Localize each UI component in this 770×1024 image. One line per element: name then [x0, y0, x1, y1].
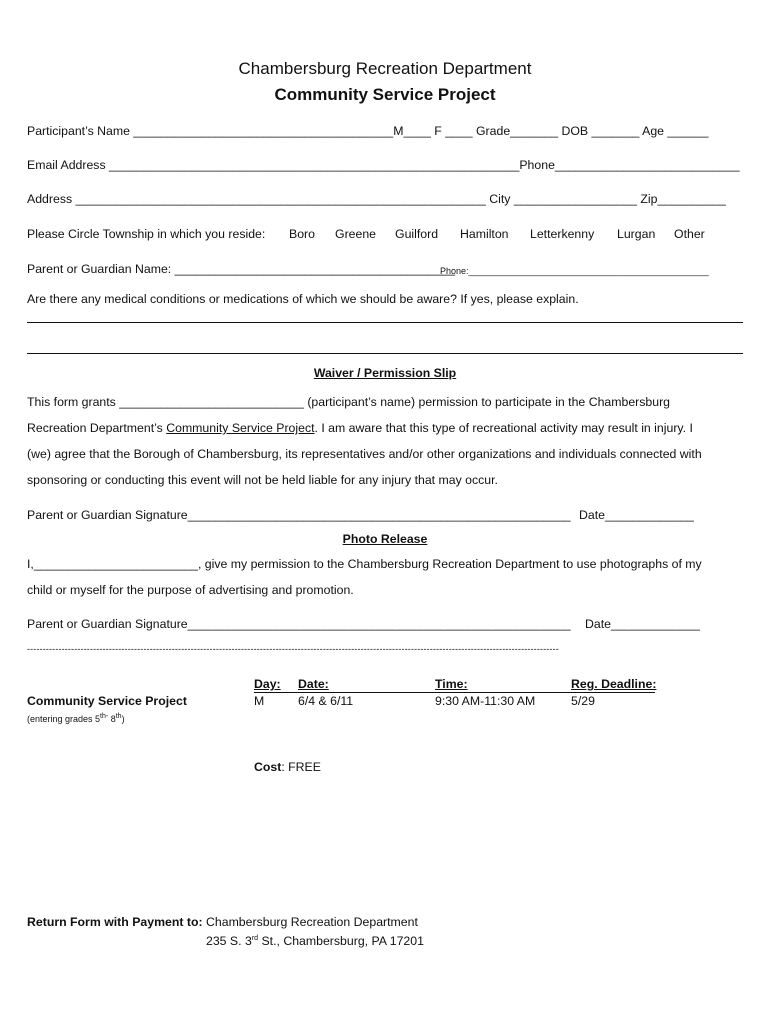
- waiver-signature-field[interactable]: Parent or Guardian Signature________________________________________________________: [27, 508, 571, 522]
- township-option-guilford[interactable]: Guilford: [395, 227, 439, 241]
- grades-note-start: (entering grades 5: [27, 714, 101, 724]
- medical-question: Are there any medical conditions or medications of which we should be aware? If yes, please explain.: [27, 292, 579, 306]
- photo-date-field[interactable]: Date_____________: [585, 617, 700, 631]
- program-link: Community Service Project: [166, 421, 315, 435]
- address-field[interactable]: Address ____________________________________________________________ City __________________ Zip__________: [27, 192, 726, 206]
- cost-label: Cost: [254, 760, 282, 774]
- township-option-hamilton[interactable]: Hamilton: [460, 227, 509, 241]
- photo-release-line-1[interactable]: I,________________________, give my permission to the Chambersburg Recreation Department to use photographs of my: [27, 557, 702, 571]
- waiver-line-3: (we) agree that the Borough of Chambersburg, its representatives and/or other organizations and individuals connected with: [27, 447, 702, 461]
- township-option-letterkenny[interactable]: Letterkenny: [530, 227, 595, 241]
- grades-note-end: ): [121, 714, 125, 724]
- schedule-header-time: Time:: [435, 677, 468, 691]
- township-option-boro[interactable]: Boro: [289, 227, 315, 241]
- waiver-date-field[interactable]: Date_____________: [579, 508, 694, 522]
- photo-release-heading: Photo Release: [342, 532, 428, 546]
- waiver-line-2-end: . I am aware that this type of recreational activity may result in injury. I: [314, 421, 693, 435]
- program-title: Community Service Project: [274, 85, 496, 104]
- township-option-other[interactable]: Other: [674, 227, 705, 241]
- schedule-header-date: Date:: [298, 677, 329, 691]
- grades-superscript-1: th-: [100, 713, 109, 720]
- guardian-name-field[interactable]: Parent or Guardian Name: _________________________________________: [27, 262, 456, 276]
- schedule-deadline: 5/29: [571, 694, 595, 708]
- guardian-phone-field[interactable]: Phone:________________________________________________: [440, 266, 709, 276]
- medical-answer-line-1[interactable]: [27, 322, 743, 323]
- return-department: Chambersburg Recreation Department: [202, 915, 418, 929]
- return-label: Return Form with Payment to:: [27, 915, 203, 929]
- cost-line: [254, 760, 321, 775]
- schedule-time: 9:30 AM-11:30 AM: [435, 694, 536, 708]
- schedule-day: M: [254, 694, 265, 708]
- waiver-line-2-start: Recreation Department’s: [27, 421, 167, 435]
- participant-name-field[interactable]: Participant’s Name ______________________________________M____ F ____ Grade_______ DOB _______ Age ______: [27, 124, 709, 138]
- waiver-heading: Waiver / Permission Slip: [313, 366, 457, 380]
- medical-answer-line-2[interactable]: [27, 353, 743, 354]
- email-phone-field[interactable]: Email Address ____________________________________________________________Phone___________________________: [27, 158, 740, 172]
- photo-signature-field[interactable]: Parent or Guardian Signature________________________________________________________: [27, 617, 571, 631]
- return-address-superscript: rd: [251, 934, 259, 942]
- return-line-1: [27, 915, 418, 930]
- return-address-start: 235 S. 3: [206, 934, 252, 948]
- schedule-header-day: Day:: [254, 677, 281, 691]
- schedule-header-underline: [254, 692, 655, 693]
- cost-value: : FREE: [281, 760, 321, 774]
- grades-note-mid: 8: [108, 714, 116, 724]
- grades-note: [27, 712, 125, 727]
- schedule-date: 6/4 & 6/11: [298, 694, 354, 708]
- photo-release-line-2: child or myself for the purpose of advertising and promotion.: [27, 583, 354, 597]
- waiver-line-4: sponsoring or conducting this event will not be held liable for any injury that may occur.: [27, 473, 498, 487]
- schedule-program-name: Community Service Project: [27, 694, 187, 708]
- township-label: Please Circle Township in which you reside:: [27, 227, 266, 241]
- return-address-end: St., Chambersburg, PA 17201: [258, 934, 424, 948]
- cut-divider: -------------------------------------------------------------------------------------------------------------------------------------------------------------------------: [27, 644, 559, 654]
- department-name: Chambersburg Recreation Department: [238, 59, 532, 78]
- waiver-line-2: [27, 421, 693, 436]
- township-option-lurgan[interactable]: Lurgan: [617, 227, 656, 241]
- schedule-header-deadline: Reg. Deadline:: [571, 677, 657, 691]
- waiver-line-1: This form grants ___________________________ (participant’s name) permission to participate in the Chambersburg: [27, 395, 671, 409]
- grades-superscript-2: th: [115, 713, 122, 720]
- return-address: [206, 934, 424, 949]
- township-option-greene[interactable]: Greene: [335, 227, 377, 241]
